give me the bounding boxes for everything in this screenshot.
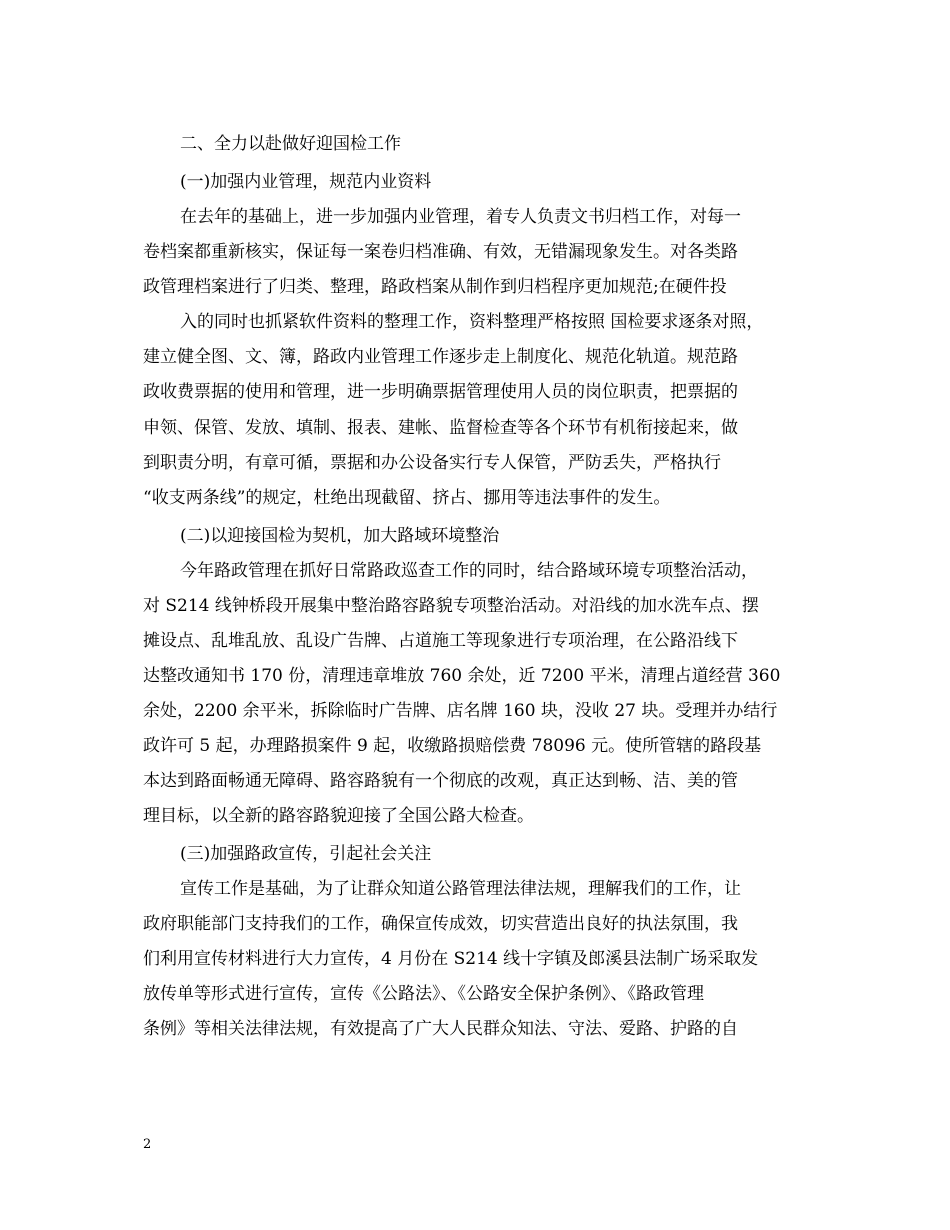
subsection-heading: (二)以迎接国检为契机，加大路域环境整治 <box>180 526 500 546</box>
paragraph-line: 政府职能部门支持我们的工作，确保宣传成效，切实营造出良好的执法氛围，我 <box>143 914 738 934</box>
paragraph-line: 们利用宣传材料进行大力宣传，4 月份在 S214 线十字镇及郎溪县法制广场采取发 <box>143 949 759 969</box>
subsection-heading: (一)加强内业管理，规范内业资料 <box>180 172 432 192</box>
paragraph-line: 理目标，以全新的路容路貌迎接了全国公路大检查。 <box>143 806 534 826</box>
paragraph-line: “收支两条线”的规定，杜绝出现截留、挤占、挪用等违法事件的发生。 <box>143 488 671 508</box>
paragraph-line: 入的同时也抓紧软件资料的整理工作，资料整理严格按照 国检要求逐条对照， <box>180 312 764 332</box>
paragraph-line: 余处，2200 余平米，拆除临时广告牌、店名牌 160 块，没收 27 块。受理并办结行 <box>143 701 778 721</box>
paragraph-line: 宣传工作是基础，为了让群众知道公路管理法律法规，理解我们的工作，让 <box>180 879 741 899</box>
paragraph-line: 申领、保管、发放、填制、报表、建帐、监督检查等各个环节有机衔接起来，做 <box>143 418 738 438</box>
paragraph-line: 本达到路面畅通无障碍、路容路貌有一个彻底的改观，真正达到畅、洁、美的管 <box>143 771 738 791</box>
paragraph-line: 到职责分明，有章可循，票据和办公设备实行专人保管，严防丢失，严格执行 <box>143 453 721 473</box>
paragraph-line: 建立健全图、文、簿，路政内业管理工作逐步走上制度化、规范化轨道。规范路 <box>143 347 738 367</box>
paragraph-line: 对 S214 线钟桥段开展集中整治路容路貌专项整治活动。对沿线的加水洗车点、摆 <box>143 596 759 616</box>
paragraph-line: 今年路政管理在抓好日常路政巡查工作的同时，结合路域环境专项整治活动， <box>180 561 758 581</box>
page-number: 2 <box>143 1137 152 1152</box>
paragraph-line: 摊设点、乱堆乱放、乱设广告牌、占道施工等现象进行专项治理，在公路沿线下 <box>143 631 738 651</box>
section-heading: 二、全力以赴做好迎国检工作 <box>180 134 401 154</box>
subsection-heading: (三)加强路政宣传，引起社会关注 <box>180 844 432 864</box>
paragraph-line: 政管理档案进行了归类、整理，路政档案从制作到归档程序更加规范;在硬件投 <box>143 277 727 297</box>
paragraph-line: 放传单等形式进行宣传，宣传《公路法》、《公路安全保护条例》、《路政管理 <box>143 984 704 1004</box>
paragraph-line: 条例》等相关法律法规，有效提高了广大人民群众知法、守法、爱路、护路的自 <box>143 1019 738 1039</box>
paragraph-line: 卷档案都重新核实，保证每一案卷归档准确、有效，无错漏现象发生。对各类路 <box>143 242 738 262</box>
paragraph-line: 达整改通知书 170 份，清理违章堆放 760 余处，近 7200 平米，清理占道经营 360 <box>143 666 781 686</box>
paragraph-line: 政收费票据的使用和管理，进一步明确票据管理使用人员的岗位职责，把票据的 <box>143 382 738 402</box>
paragraph-line: 政许可 5 起，办理路损案件 9 起，收缴路损赔偿费 78096 元。使所管辖的路段基 <box>143 736 762 756</box>
paragraph-line: 在去年的基础上，进一步加强内业管理，着专人负责文书归档工作，对每一 <box>180 207 741 227</box>
